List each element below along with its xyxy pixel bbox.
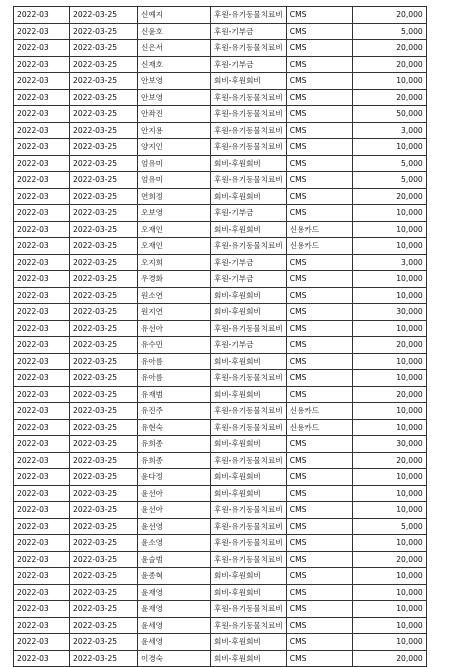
method-cell: CMS (286, 106, 352, 123)
category-cell: 후원-유기동물치료비 (211, 403, 287, 420)
name-cell: 우경화 (138, 271, 211, 288)
name-cell: 윤세영 (138, 617, 211, 634)
name-cell: 윤소영 (138, 535, 211, 552)
month-cell: 2022-03 (14, 23, 70, 40)
date-cell: 2022-03-25 (70, 40, 138, 57)
category-cell: 회비-후원회비 (211, 287, 287, 304)
table-row (14, 139, 427, 156)
category-cell: 후원-유기동물치료비 (211, 40, 287, 57)
month-cell: 2022-03 (14, 155, 70, 172)
month-cell: 2022-03 (14, 337, 70, 354)
name-cell: 신예지 (138, 7, 211, 24)
name-cell: 유재범 (138, 386, 211, 403)
amount-cell: 20,000 (352, 56, 426, 73)
name-cell: 안지용 (138, 122, 211, 139)
month-cell: 2022-03 (14, 551, 70, 568)
amount-cell: 10,000 (352, 73, 426, 90)
table-row (14, 320, 427, 337)
amount-cell: 5,000 (352, 518, 426, 535)
month-cell: 2022-03 (14, 7, 70, 24)
category-cell: 회비-후원회비 (211, 650, 287, 667)
category-cell: 회비-후원회비 (211, 386, 287, 403)
date-cell: 2022-03-25 (70, 469, 138, 486)
name-cell: 윤세영 (138, 634, 211, 651)
name-cell: 유진주 (138, 403, 211, 420)
method-cell: 신용카드 (286, 238, 352, 255)
name-cell: 연희정 (138, 188, 211, 205)
category-cell: 회비-후원회비 (211, 485, 287, 502)
amount-cell: 10,000 (352, 502, 426, 519)
date-cell: 2022-03-25 (70, 188, 138, 205)
table-row (14, 535, 427, 552)
table-row (14, 73, 427, 90)
donation-ledger (13, 6, 427, 667)
category-cell: 후원-유기동물치료비 (211, 7, 287, 24)
amount-cell: 20,000 (352, 89, 426, 106)
amount-cell: 10,000 (352, 238, 426, 255)
name-cell: 유아름 (138, 370, 211, 387)
table-row (14, 287, 427, 304)
date-cell: 2022-03-25 (70, 304, 138, 321)
method-cell: CMS (286, 386, 352, 403)
name-cell: 유선아 (138, 320, 211, 337)
table-row (14, 403, 427, 420)
category-cell: 후원-유기동물치료비 (211, 122, 287, 139)
method-cell: CMS (286, 304, 352, 321)
table-row (14, 304, 427, 321)
method-cell: CMS (286, 634, 352, 651)
name-cell: 오지희 (138, 254, 211, 271)
month-cell: 2022-03 (14, 172, 70, 189)
name-cell: 안보영 (138, 73, 211, 90)
name-cell: 유희종 (138, 436, 211, 453)
table-row (14, 584, 427, 601)
category-cell: 후원-유기동물치료비 (211, 452, 287, 469)
category-cell: 후원-기부금 (211, 56, 287, 73)
category-cell: 회비-후원회비 (211, 353, 287, 370)
table-row (14, 452, 427, 469)
month-cell: 2022-03 (14, 205, 70, 222)
amount-cell: 5,000 (352, 172, 426, 189)
category-cell: 후원-기부금 (211, 337, 287, 354)
date-cell: 2022-03-25 (70, 205, 138, 222)
amount-cell: 3,000 (352, 254, 426, 271)
method-cell: 신용카드 (286, 221, 352, 238)
table-row (14, 518, 427, 535)
method-cell: CMS (286, 650, 352, 667)
month-cell: 2022-03 (14, 370, 70, 387)
method-cell: CMS (286, 452, 352, 469)
month-cell: 2022-03 (14, 601, 70, 618)
date-cell: 2022-03-25 (70, 634, 138, 651)
name-cell: 오재인 (138, 238, 211, 255)
date-cell: 2022-03-25 (70, 106, 138, 123)
date-cell: 2022-03-25 (70, 370, 138, 387)
amount-cell: 10,000 (352, 568, 426, 585)
month-cell: 2022-03 (14, 221, 70, 238)
category-cell: 회비-후원회비 (211, 634, 287, 651)
date-cell: 2022-03-25 (70, 485, 138, 502)
date-cell: 2022-03-25 (70, 452, 138, 469)
category-cell: 후원-유기동물치료비 (211, 106, 287, 123)
name-cell: 원지연 (138, 304, 211, 321)
table-row (14, 106, 427, 123)
amount-cell: 3,000 (352, 122, 426, 139)
category-cell: 후원-유기동물치료비 (211, 551, 287, 568)
method-cell: CMS (286, 518, 352, 535)
month-cell: 2022-03 (14, 403, 70, 420)
table-row (14, 7, 427, 24)
category-cell: 후원-기부금 (211, 271, 287, 288)
month-cell: 2022-03 (14, 106, 70, 123)
table-row (14, 172, 427, 189)
month-cell: 2022-03 (14, 518, 70, 535)
table-row (14, 40, 427, 57)
name-cell: 윤선아 (138, 502, 211, 519)
month-cell: 2022-03 (14, 568, 70, 585)
amount-cell: 20,000 (352, 386, 426, 403)
month-cell: 2022-03 (14, 89, 70, 106)
date-cell: 2022-03-25 (70, 320, 138, 337)
name-cell: 윤다정 (138, 469, 211, 486)
amount-cell: 10,000 (352, 617, 426, 634)
name-cell: 윤재영 (138, 601, 211, 618)
date-cell: 2022-03-25 (70, 238, 138, 255)
method-cell: CMS (286, 584, 352, 601)
month-cell: 2022-03 (14, 254, 70, 271)
method-cell: CMS (286, 287, 352, 304)
amount-cell: 10,000 (352, 271, 426, 288)
table-row (14, 469, 427, 486)
method-cell: CMS (286, 469, 352, 486)
method-cell: CMS (286, 188, 352, 205)
category-cell: 회비-후원회비 (211, 221, 287, 238)
method-cell: CMS (286, 551, 352, 568)
date-cell: 2022-03-25 (70, 650, 138, 667)
name-cell: 원소연 (138, 287, 211, 304)
table-row (14, 436, 427, 453)
date-cell: 2022-03-25 (70, 584, 138, 601)
name-cell: 윤선영 (138, 518, 211, 535)
method-cell: CMS (286, 535, 352, 552)
table-row (14, 419, 427, 436)
table-row (14, 353, 427, 370)
month-cell: 2022-03 (14, 419, 70, 436)
month-cell: 2022-03 (14, 535, 70, 552)
amount-cell: 50,000 (352, 106, 426, 123)
month-cell: 2022-03 (14, 304, 70, 321)
amount-cell: 5,000 (352, 23, 426, 40)
category-cell: 회비-후원회비 (211, 73, 287, 90)
date-cell: 2022-03-25 (70, 221, 138, 238)
month-cell: 2022-03 (14, 617, 70, 634)
amount-cell: 10,000 (352, 205, 426, 222)
date-cell: 2022-03-25 (70, 7, 138, 24)
amount-cell: 10,000 (352, 287, 426, 304)
amount-cell: 20,000 (352, 551, 426, 568)
method-cell: CMS (286, 56, 352, 73)
category-cell: 후원-기부금 (211, 23, 287, 40)
method-cell: CMS (286, 205, 352, 222)
category-cell: 후원-유기동물치료비 (211, 419, 287, 436)
category-cell: 회비-후원회비 (211, 436, 287, 453)
table-row (14, 205, 427, 222)
date-cell: 2022-03-25 (70, 535, 138, 552)
category-cell: 후원-유기동물치료비 (211, 238, 287, 255)
method-cell: CMS (286, 617, 352, 634)
name-cell: 유수민 (138, 337, 211, 354)
amount-cell: 10,000 (352, 370, 426, 387)
name-cell: 엄유미 (138, 172, 211, 189)
date-cell: 2022-03-25 (70, 551, 138, 568)
amount-cell: 10,000 (352, 419, 426, 436)
date-cell: 2022-03-25 (70, 122, 138, 139)
table-row (14, 23, 427, 40)
amount-cell: 5,000 (352, 155, 426, 172)
date-cell: 2022-03-25 (70, 254, 138, 271)
amount-cell: 10,000 (352, 485, 426, 502)
name-cell: 유현숙 (138, 419, 211, 436)
method-cell: CMS (286, 436, 352, 453)
month-cell: 2022-03 (14, 56, 70, 73)
amount-cell: 10,000 (352, 353, 426, 370)
table-row (14, 155, 427, 172)
date-cell: 2022-03-25 (70, 502, 138, 519)
method-cell: CMS (286, 122, 352, 139)
category-cell: 후원-유기동물치료비 (211, 535, 287, 552)
name-cell: 신은서 (138, 40, 211, 57)
table-row (14, 370, 427, 387)
table-row (14, 122, 427, 139)
amount-cell: 10,000 (352, 535, 426, 552)
date-cell: 2022-03-25 (70, 73, 138, 90)
month-cell: 2022-03 (14, 584, 70, 601)
method-cell: CMS (286, 172, 352, 189)
amount-cell: 10,000 (352, 221, 426, 238)
table-row (14, 617, 427, 634)
date-cell: 2022-03-25 (70, 23, 138, 40)
category-cell: 회비-후원회비 (211, 155, 287, 172)
month-cell: 2022-03 (14, 271, 70, 288)
month-cell: 2022-03 (14, 650, 70, 667)
method-cell: CMS (286, 7, 352, 24)
name-cell: 유아름 (138, 353, 211, 370)
amount-cell: 20,000 (352, 337, 426, 354)
amount-cell: 20,000 (352, 40, 426, 57)
month-cell: 2022-03 (14, 188, 70, 205)
category-cell: 회비-후원회비 (211, 469, 287, 486)
method-cell: CMS (286, 23, 352, 40)
name-cell: 윤재영 (138, 584, 211, 601)
table-row (14, 650, 427, 667)
method-cell: CMS (286, 254, 352, 271)
amount-cell: 10,000 (352, 584, 426, 601)
table-row (14, 188, 427, 205)
date-cell: 2022-03-25 (70, 601, 138, 618)
category-cell: 후원-기부금 (211, 254, 287, 271)
date-cell: 2022-03-25 (70, 568, 138, 585)
category-cell: 후원-유기동물치료비 (211, 617, 287, 634)
category-cell: 후원-유기동물치료비 (211, 89, 287, 106)
table-row (14, 634, 427, 651)
table-row (14, 502, 427, 519)
method-cell: CMS (286, 40, 352, 57)
table-row (14, 386, 427, 403)
month-cell: 2022-03 (14, 122, 70, 139)
month-cell: 2022-03 (14, 139, 70, 156)
category-cell: 회비-후원회비 (211, 304, 287, 321)
ledger-body (14, 7, 427, 667)
date-cell: 2022-03-25 (70, 436, 138, 453)
month-cell: 2022-03 (14, 353, 70, 370)
date-cell: 2022-03-25 (70, 518, 138, 535)
date-cell: 2022-03-25 (70, 353, 138, 370)
amount-cell: 20,000 (352, 7, 426, 24)
date-cell: 2022-03-25 (70, 271, 138, 288)
name-cell: 오보영 (138, 205, 211, 222)
table-row (14, 601, 427, 618)
category-cell: 회비-후원회비 (211, 584, 287, 601)
month-cell: 2022-03 (14, 469, 70, 486)
method-cell: 신용카드 (286, 419, 352, 436)
amount-cell: 30,000 (352, 304, 426, 321)
category-cell: 후원-유기동물치료비 (211, 518, 287, 535)
date-cell: 2022-03-25 (70, 403, 138, 420)
method-cell: 신용카드 (286, 403, 352, 420)
method-cell: CMS (286, 139, 352, 156)
method-cell: CMS (286, 568, 352, 585)
name-cell: 윤종혁 (138, 568, 211, 585)
method-cell: CMS (286, 485, 352, 502)
amount-cell: 10,000 (352, 320, 426, 337)
month-cell: 2022-03 (14, 502, 70, 519)
amount-cell: 10,000 (352, 634, 426, 651)
month-cell: 2022-03 (14, 320, 70, 337)
name-cell: 윤슬범 (138, 551, 211, 568)
amount-cell: 20,000 (352, 650, 426, 667)
method-cell: CMS (286, 271, 352, 288)
name-cell: 유희종 (138, 452, 211, 469)
name-cell: 이경숙 (138, 650, 211, 667)
month-cell: 2022-03 (14, 386, 70, 403)
method-cell: CMS (286, 73, 352, 90)
month-cell: 2022-03 (14, 485, 70, 502)
table-row (14, 337, 427, 354)
ledger-table (13, 6, 427, 667)
table-row (14, 485, 427, 502)
category-cell: 후원-유기동물치료비 (211, 139, 287, 156)
table-row (14, 254, 427, 271)
amount-cell: 20,000 (352, 188, 426, 205)
table-row (14, 568, 427, 585)
date-cell: 2022-03-25 (70, 56, 138, 73)
date-cell: 2022-03-25 (70, 139, 138, 156)
category-cell: 회비-후원회비 (211, 188, 287, 205)
method-cell: CMS (286, 337, 352, 354)
month-cell: 2022-03 (14, 73, 70, 90)
name-cell: 안좌진 (138, 106, 211, 123)
name-cell: 양지인 (138, 139, 211, 156)
method-cell: CMS (286, 502, 352, 519)
method-cell: CMS (286, 89, 352, 106)
amount-cell: 10,000 (352, 601, 426, 618)
date-cell: 2022-03-25 (70, 617, 138, 634)
category-cell: 회비-후원회비 (211, 568, 287, 585)
method-cell: CMS (286, 353, 352, 370)
name-cell: 신재호 (138, 56, 211, 73)
method-cell: CMS (286, 601, 352, 618)
category-cell: 후원-유기동물치료비 (211, 502, 287, 519)
category-cell: 후원-유기동물치료비 (211, 172, 287, 189)
table-row (14, 551, 427, 568)
name-cell: 안보영 (138, 89, 211, 106)
date-cell: 2022-03-25 (70, 337, 138, 354)
amount-cell: 10,000 (352, 139, 426, 156)
method-cell: CMS (286, 155, 352, 172)
date-cell: 2022-03-25 (70, 386, 138, 403)
date-cell: 2022-03-25 (70, 287, 138, 304)
date-cell: 2022-03-25 (70, 89, 138, 106)
method-cell: CMS (286, 370, 352, 387)
month-cell: 2022-03 (14, 238, 70, 255)
amount-cell: 10,000 (352, 469, 426, 486)
month-cell: 2022-03 (14, 287, 70, 304)
table-row (14, 271, 427, 288)
date-cell: 2022-03-25 (70, 172, 138, 189)
table-row (14, 238, 427, 255)
name-cell: 신윤호 (138, 23, 211, 40)
table-row (14, 56, 427, 73)
name-cell: 엄유미 (138, 155, 211, 172)
table-row (14, 221, 427, 238)
month-cell: 2022-03 (14, 452, 70, 469)
name-cell: 오재인 (138, 221, 211, 238)
category-cell: 후원-유기동물치료비 (211, 320, 287, 337)
category-cell: 후원-기부금 (211, 205, 287, 222)
month-cell: 2022-03 (14, 40, 70, 57)
amount-cell: 20,000 (352, 452, 426, 469)
table-row (14, 89, 427, 106)
amount-cell: 30,000 (352, 436, 426, 453)
amount-cell: 10,000 (352, 403, 426, 420)
month-cell: 2022-03 (14, 436, 70, 453)
method-cell: CMS (286, 320, 352, 337)
category-cell: 후원-유기동물치료비 (211, 601, 287, 618)
category-cell: 후원-유기동물치료비 (211, 370, 287, 387)
date-cell: 2022-03-25 (70, 419, 138, 436)
name-cell: 윤선아 (138, 485, 211, 502)
month-cell: 2022-03 (14, 634, 70, 651)
date-cell: 2022-03-25 (70, 155, 138, 172)
